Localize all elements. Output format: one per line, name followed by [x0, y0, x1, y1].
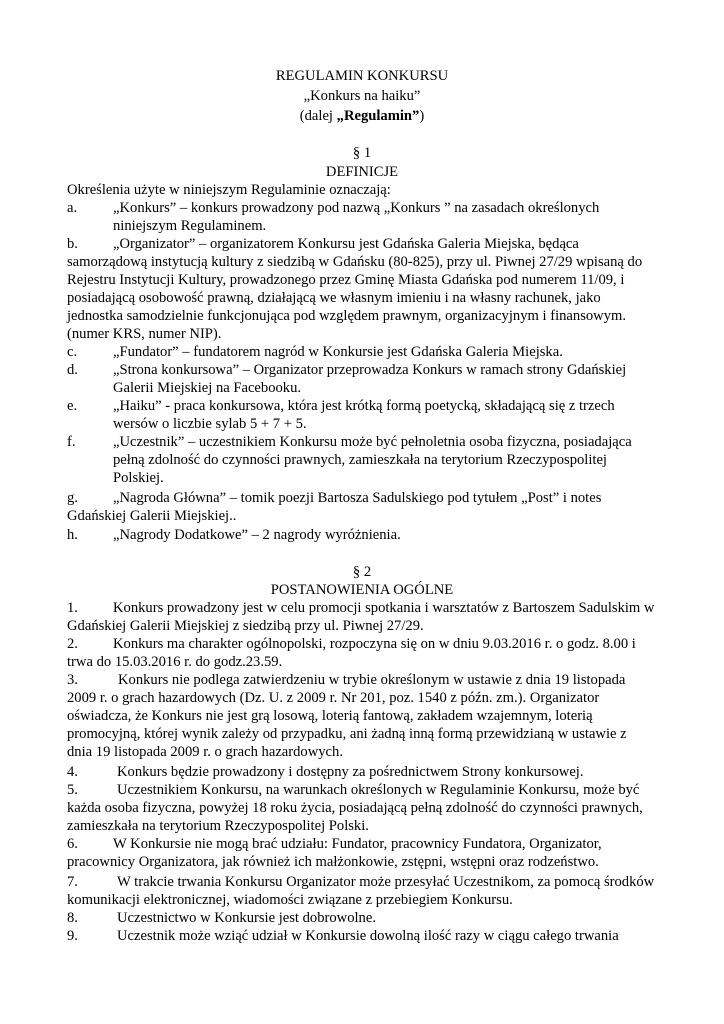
definition-line: wersów o liczbie sylab 5 + 7 + 5. [113, 416, 307, 432]
provision-marker: 5. [67, 782, 78, 798]
definition-line: niniejszym Regulaminem. [113, 218, 267, 234]
definition-line: Galerii Miejskiej na Facebooku. [113, 380, 302, 396]
provision-line: Uczestnikiem Konkursu, na warunkach określonych w Regulaminie Konkursu, może być [117, 782, 640, 798]
definition-line: Polskiej. [113, 470, 164, 486]
definition-line: (numer KRS, numer NIP). [67, 326, 222, 342]
definition-marker: f. [67, 434, 76, 450]
definition-line: Rejestru Instytucji Kultury, prowadzonego przez Gminę Miasta Gdańska pod numerem 11/09, i [67, 272, 625, 288]
document-title: REGULAMIN KONKURSU [275, 68, 449, 84]
provision-line: Gdańskiej Galerii Miejskiej z siedzibą przy ul. Piwnej 27/29. [67, 618, 424, 634]
provision-line: 2009 r. o grach hazardowych (Dz. U. z 2009 r. Nr 201, poz. 1540 z późn. zm.). Organizator [67, 690, 600, 706]
provision-line: oświadcza, że Konkurs nie jest grą losową, loterią fantową, zakładem wzajemnym, loterią [67, 708, 593, 724]
provision-line: Konkurs prowadzony jest w celu promocji spotkania i warsztatów z Bartoszem Sadulskim w [113, 600, 655, 616]
provision-line: W Konkursie nie mogą brać udziału: Fundator, pracownicy Fundatora, Organizator, [113, 836, 602, 852]
definition-marker: c. [67, 344, 78, 360]
definition-line: „Strona konkursowa” – Organizator przeprowadza Konkurs w ramach strony Gdańskiej [113, 362, 627, 378]
definition-line: „Nagroda Główna” – tomik poezji Bartosza Sadulskiego pod tytułem „Post” i notes [113, 490, 602, 506]
section-2-number: § 2 [352, 564, 372, 580]
definition-marker: d. [67, 362, 78, 378]
definition-line: „Nagrody Dodatkowe” – 2 nagrody wyróżnienia. [113, 527, 401, 543]
section-1-title: DEFINICJE [325, 164, 399, 180]
definition-line: „Haiku” - praca konkursowa, która jest krótką formą poetycką, składającą się z trzech [113, 398, 615, 414]
provision-line: każda osoba fizyczna, powyżej 18 roku życia, posiadającą pełną zdolność do czynności prawnych, [67, 800, 643, 816]
provision-marker: 1. [67, 600, 78, 616]
definition-line: jednostka samodzielnie funkcjonująca pod względem prawnym, organizacyjnym i finansowym. [67, 308, 627, 324]
provision-marker: 2. [67, 636, 78, 652]
provision-line: komunikacji elektronicznej, wiadomości związane z przebiegiem Konkursu. [67, 892, 513, 908]
provision-line: zamieszkała na terytorium Rzeczypospolitej Polski. [67, 818, 369, 834]
definition-line: Gdańskiej Galerii Miejskiej.. [67, 508, 237, 524]
definition-marker: g. [67, 490, 78, 506]
provision-marker: 3. [67, 672, 78, 688]
provision-line: Uczestnictwo w Konkursie jest dobrowolne. [117, 910, 376, 926]
provision-marker: 9. [67, 928, 78, 944]
provision-marker: 8. [67, 910, 78, 926]
provision-line: W trakcie trwania Konkursu Organizator może przesyłać Uczestnikom, za pomocą środków [117, 874, 655, 890]
definition-line: samorządową instytucją kultury z siedzibą w Gdańsku (80-825), przy ul. Piwnej 27/29 wpisaną do [67, 254, 643, 270]
provision-line: Konkurs będzie prowadzony i dostępny za pośrednictwem Strony konkursowej. [117, 764, 584, 780]
definition-line: „Organizator” – organizatorem Konkursu jest Gdańska Galeria Miejska, będąca [113, 236, 579, 252]
definition-marker: h. [67, 527, 78, 543]
definition-line: posiadającą osobowość prawną, działającą we własnym imieniu i na własny rachunek, jako [67, 290, 601, 306]
definition-line: „Uczestnik” – uczestnikiem Konkursu może być pełnoletnia osoba fizyczna, posiadająca [113, 434, 632, 450]
provision-line: pracownicy Organizatora, jak również ich małżonkowie, zstępni, wstępni oraz rodzeństwo. [67, 854, 599, 870]
definition-line: pełną zdolność do czynności prawnych, zamieszkała na terytorium Rzeczypospolitej [113, 452, 607, 468]
provision-line: promocyjną, której wynik zależy od przypadku, ani żadną inną formą przewidzianą w ustawie z [67, 726, 627, 742]
provision-marker: 6. [67, 836, 78, 852]
definition-line: „Konkurs” – konkurs prowadzony pod nazwą „Konkurs ” na zasadach określonych [113, 200, 600, 216]
document-alias: (dalej „Regulamin”) [299, 108, 425, 124]
document-subtitle: „Konkurs na haiku” [303, 88, 421, 104]
provision-line: dnia 19 listopada 2009 r. o grach hazardowych. [67, 744, 343, 760]
definition-marker: a. [67, 200, 78, 216]
provision-line: Konkurs nie podlega zatwierdzeniu w trybie określonym w ustawie z dnia 19 listopada [118, 672, 626, 688]
definition-marker: b. [67, 236, 78, 252]
section-1-number: § 1 [352, 145, 372, 161]
provision-line: Konkurs ma charakter ogólnopolski, rozpoczyna się on w dniu 9.03.2016 r. o godz. 8.00 i [113, 636, 636, 652]
definition-marker: e. [67, 398, 78, 414]
definition-line: „Fundator” – fundatorem nagród w Konkursie jest Gdańska Galeria Miejska. [113, 344, 563, 360]
provision-marker: 7. [67, 874, 78, 890]
provision-line: trwa do 15.03.2016 r. do godz.23.59. [67, 654, 283, 670]
provision-line: Uczestnik może wziąć udział w Konkursie dowolną ilość razy w ciągu całego trwania [117, 928, 619, 944]
section-2-title: POSTANOWIENIA OGÓLNE [270, 582, 454, 598]
provision-marker: 4. [67, 764, 78, 780]
section-1-intro: Określenia użyte w niniejszym Regulaminie oznaczają: [67, 182, 391, 198]
